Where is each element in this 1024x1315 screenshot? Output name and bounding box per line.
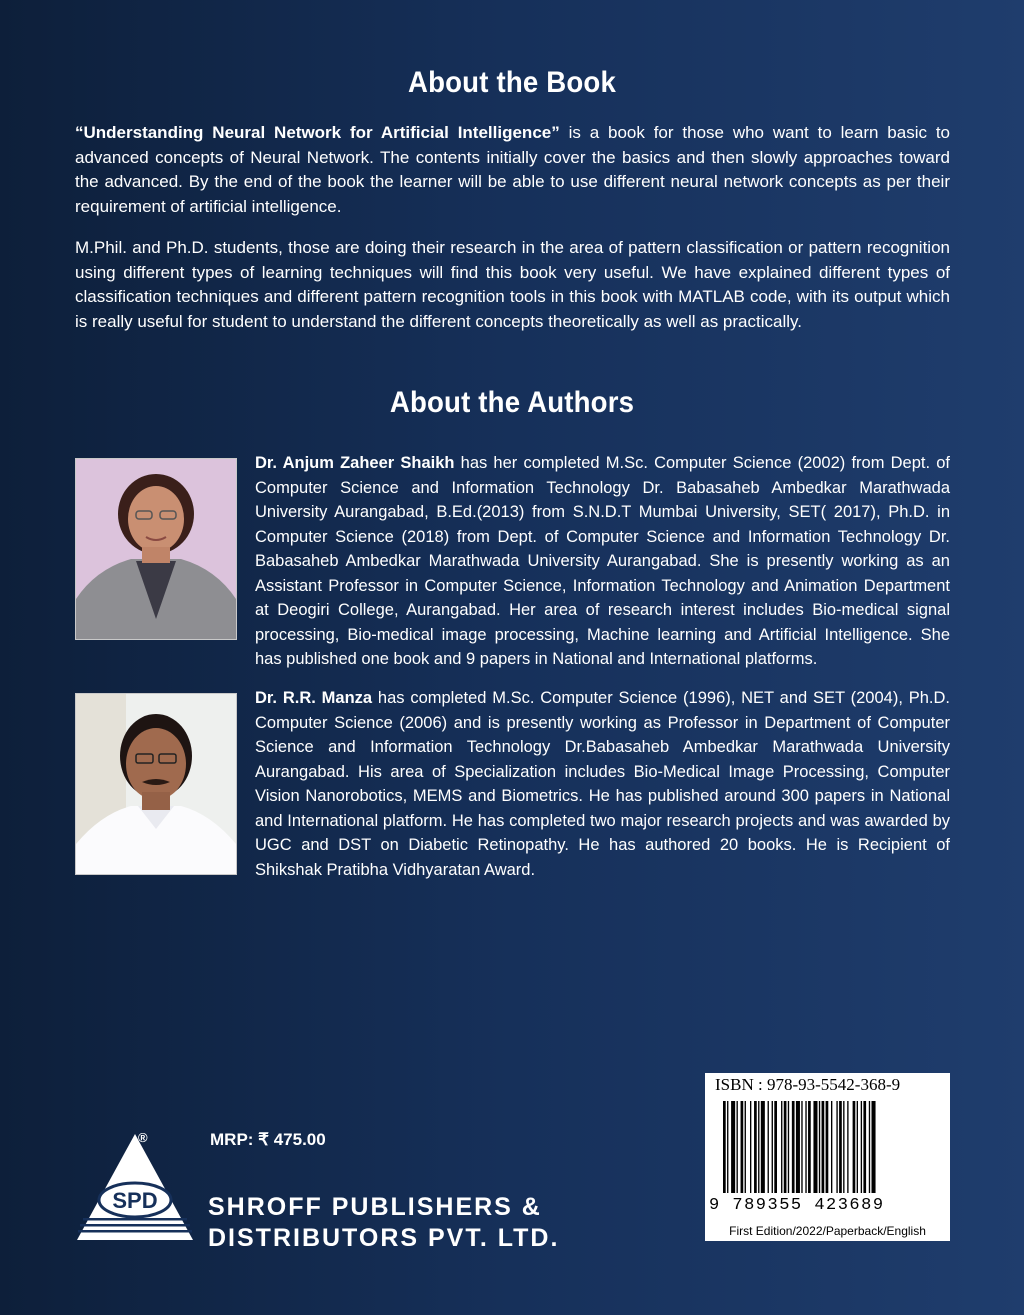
about-book-paragraph-1 xyxy=(75,121,950,219)
book-title: “Understanding Neural Network for Artificial Intelligence” xyxy=(75,123,560,142)
publisher-line-2: DISTRIBUTORS PVT. LTD. xyxy=(208,1224,560,1252)
about-book-p1-text: is a book for those who want to learn basic to advanced concepts of Neural Network. The contents initially cover the basics and then slowly approaches toward the advanced. By the end of the book the learner will be able to use different neural network concepts as per their requirement of artificial intelligence. xyxy=(75,123,950,216)
barcode-bar xyxy=(822,1101,825,1193)
barcode-bar xyxy=(737,1101,738,1193)
about-authors-heading: About the Authors xyxy=(389,386,635,419)
barcode-bar xyxy=(819,1101,820,1193)
barcode-image xyxy=(717,1101,937,1196)
barcode-digits: 9 789355 423689 xyxy=(709,1196,885,1215)
barcode-bar xyxy=(772,1101,773,1193)
barcode-bar xyxy=(761,1101,765,1193)
barcode-bar xyxy=(774,1101,777,1193)
author2-portrait-image xyxy=(76,694,236,874)
barcode-bar xyxy=(727,1101,728,1193)
barcode-bar xyxy=(741,1101,744,1193)
barcode-bar xyxy=(758,1101,759,1193)
barcode-bar xyxy=(723,1101,726,1193)
barcode-bar xyxy=(781,1101,782,1193)
author1-photo xyxy=(75,458,237,640)
author2-bio-text: has completed M.Sc. Computer Science (1996), NET and SET (2004), Ph.D. Computer Science (2006) and is presently working as Professor in Department of Computer Science and Information Technology Dr.Babasaheb Ambedkar Marathwada University Aurangabad. His area of Specialization includes Bio-Medical Image Processing, Computer Vision Nanorobotics, MEMS and Biometrics. He has published around 300 papers in National and International platform. He has completed two major research projects and was awarded by UGC and DST on Diabetic Retinopathy. He has authored 20 books. He is Recipient of Shikshak Pratibha Vidhyaratan Award. xyxy=(255,689,950,879)
barcode-bar xyxy=(808,1101,811,1193)
spd-logo-text: SPD xyxy=(112,1188,158,1213)
barcode-bar xyxy=(847,1101,848,1193)
barcode-bar xyxy=(826,1101,829,1193)
barcode-bar xyxy=(745,1101,746,1193)
author1-bio-text: has her completed M.Sc. Computer Science (2002) from Dept. of Computer Science and Information Technology Dr. Babasaheb Ambedkar Marathwada University Aurangabad, B.Ed.(2013) from S.N.D.T Mumbai University, SET( 2017), Ph.D. in Computer Science (2018) from Dept. of Computer Science and Information Technology Dr. Babasaheb Ambedkar Marathwada University Aurangabad. She is presently working as an Assistant Professor in Computer Science, Information Technology and Animation Department at Deogiri College, Aurangabad. Her area of research interest includes Bio-medical signal processing, Bio-medical image processing, Machine learning and Artificial Intelligence. She has published one book and 9 papers in National and International platforms. xyxy=(255,454,950,668)
isbn-barcode-box xyxy=(705,1073,950,1241)
barcode-bar xyxy=(813,1101,817,1193)
barcode-bar xyxy=(839,1101,842,1193)
registered-mark: ® xyxy=(138,1130,148,1145)
publisher-line-1: SHROFF PUBLISHERS & xyxy=(208,1193,542,1221)
barcode-bar xyxy=(805,1101,806,1193)
barcode-bar xyxy=(863,1101,866,1193)
barcode-bar xyxy=(872,1101,876,1193)
barcode-bar xyxy=(831,1101,832,1193)
barcode-bar xyxy=(750,1101,751,1193)
barcode-bar xyxy=(869,1101,870,1193)
edition-info: First Edition/2022/Paperback/English xyxy=(729,1224,926,1238)
barcode-bar xyxy=(843,1101,844,1193)
spd-logo xyxy=(75,1130,195,1245)
isbn-label: ISBN : 978-93-5542-368-9 xyxy=(715,1075,901,1094)
mrp-price: MRP: ₹ 475.00 xyxy=(210,1130,326,1149)
about-book-paragraph-2: M.Phil. and Ph.D. students, those are doing their research in the area of pattern classification or pattern recognition using different types of learning techniques will find this book very useful. We have explained different types of classification techniques and different pattern recognition tools in this book with MATLAB code, with its output which is really useful for student to understand the different concepts theoretically as well as practically. xyxy=(75,238,950,331)
author1-bio xyxy=(255,451,950,672)
barcode-bar xyxy=(861,1101,862,1193)
barcode-bar xyxy=(768,1101,769,1193)
author2-name: Dr. R.R. Manza xyxy=(255,689,373,707)
barcode-bar xyxy=(792,1101,795,1193)
barcode-bar xyxy=(857,1101,858,1193)
author1-portrait-image xyxy=(76,459,236,639)
barcode-bar xyxy=(784,1101,787,1193)
about-book-heading: About the Book xyxy=(407,66,617,99)
author2-bio xyxy=(255,686,950,882)
barcode-bar xyxy=(788,1101,789,1193)
barcode-bar xyxy=(796,1101,800,1193)
author2-photo xyxy=(75,693,237,875)
author1-name: Dr. Anjum Zaheer Shaikh xyxy=(255,454,455,472)
publisher-name xyxy=(208,1192,559,1254)
barcode-bar xyxy=(754,1101,757,1193)
barcode-bar xyxy=(731,1101,735,1193)
barcode-bar xyxy=(801,1101,802,1193)
barcode-bar xyxy=(836,1101,837,1193)
barcode-bar xyxy=(853,1101,856,1193)
